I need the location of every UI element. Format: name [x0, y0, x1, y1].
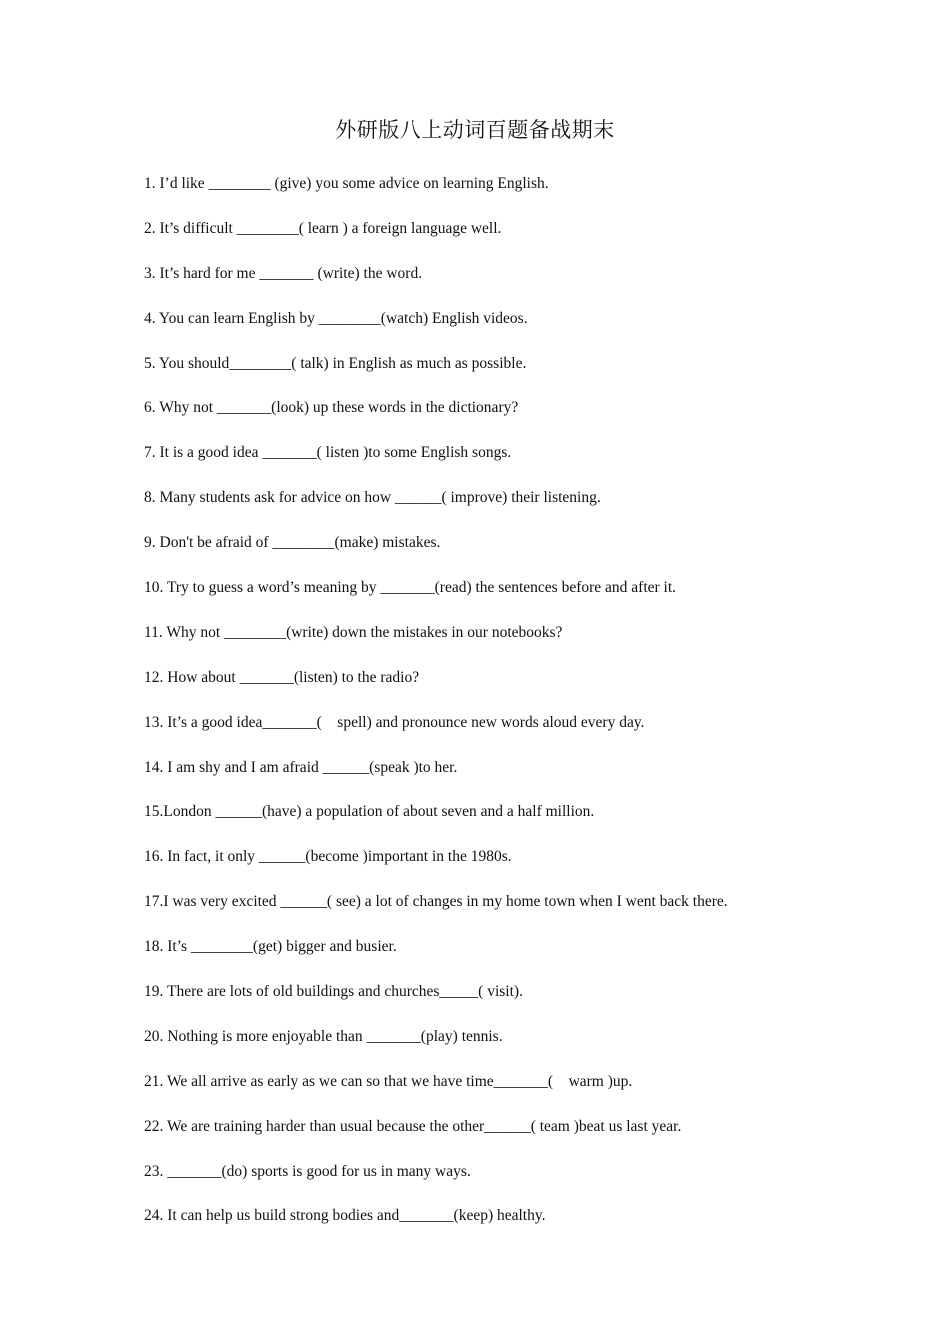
- question-item: 5. You should________( talk) in English as much as possible.: [144, 354, 527, 372]
- question-item: 9. Don't be afraid of ________(make) mistakes.: [144, 534, 441, 552]
- question-item: 21. We all arrive as early as we can so that we have time_______( warm )up.: [144, 1072, 633, 1090]
- question-item: 24. It can help us build strong bodies and_______(keep) healthy.: [144, 1207, 546, 1225]
- question-item: 13. It’s a good idea_______( spell) and pronounce new words aloud every day.: [144, 713, 645, 731]
- question-item: 8. Many students ask for advice on how ______( improve) their listening.: [144, 489, 601, 507]
- question-item: 3. It’s hard for me _______ (write) the word.: [144, 264, 423, 282]
- question-item: 19. There are lots of old buildings and churches_____( visit).: [144, 983, 523, 1001]
- question-item: 18. It’s ________(get) bigger and busier.: [144, 938, 397, 956]
- question-list: [144, 172, 864, 1249]
- question-item: 23. _______(do) sports is good for us in many ways.: [144, 1162, 471, 1180]
- question-item: 4. You can learn English by ________(watch) English videos.: [144, 309, 528, 327]
- question-item: 14. I am shy and I am afraid ______(speak )to her.: [144, 758, 458, 776]
- question-item: 17.I was very excited ______( see) a lot of changes in my home town when I went back there.: [144, 893, 728, 911]
- question-item: 10. Try to guess a word’s meaning by _______(read) the sentences before and after it.: [144, 579, 677, 597]
- question-item: 20. Nothing is more enjoyable than _______(play) tennis.: [144, 1027, 503, 1045]
- question-item: 12. How about _______(listen) to the radio?: [144, 668, 420, 686]
- question-item: 15.London ______(have) a population of about seven and a half million.: [144, 803, 595, 821]
- page-title: 外研版八上动词百题备战期末: [335, 118, 615, 142]
- question-item: 6. Why not _______(look) up these words in the dictionary?: [144, 399, 519, 417]
- question-item: 1. I’d like ________ (give) you some advice on learning English.: [144, 175, 549, 192]
- question-item: 16. In fact, it only ______(become )important in the 1980s.: [144, 848, 512, 866]
- question-item: 11. Why not ________(write) down the mistakes in our notebooks?: [144, 623, 563, 641]
- question-item: 2. It’s difficult ________( learn ) a foreign language well.: [144, 219, 502, 237]
- question-item: 7. It is a good idea _______( listen )to some English songs.: [144, 444, 512, 462]
- question-item: 22. We are training harder than usual because the other______( team )beat us last year.: [144, 1117, 682, 1135]
